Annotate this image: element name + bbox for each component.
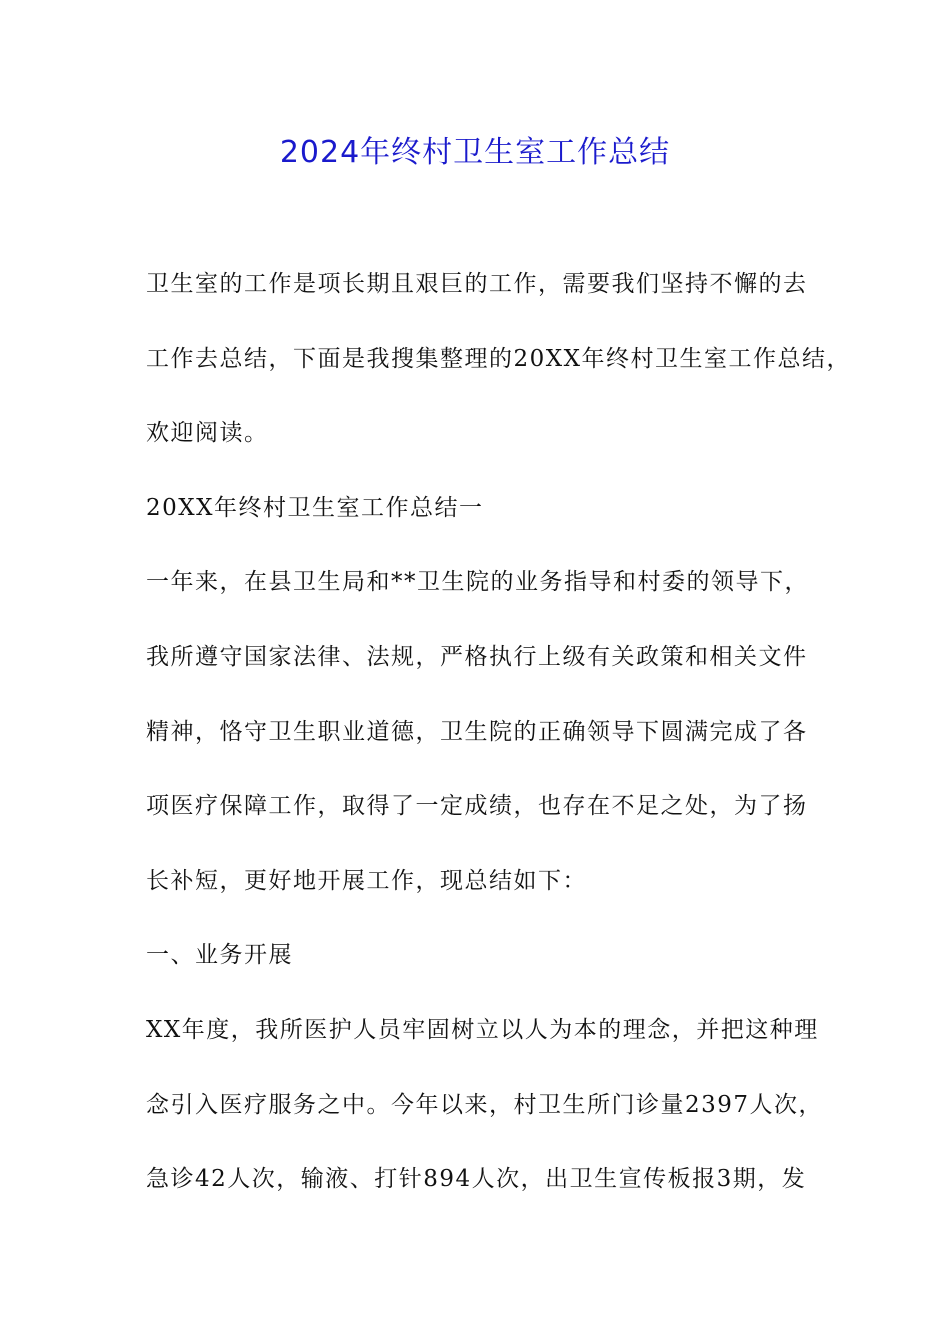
body-line: 长补短，更好地开展工作，现总结如下： — [146, 867, 587, 894]
body-line: 一年来，在县卫生局和**卫生院的业务指导和村委的领导下， — [146, 569, 809, 596]
body-line: 项医疗保障工作，取得了一定成绩，也存在不足之处，为了扬 — [146, 793, 808, 820]
subsection-heading: 一、业务开展 — [146, 942, 293, 969]
body-line: 念引入医疗服务之中。今年以来，村卫生所门诊量2397人次， — [146, 1091, 824, 1118]
body-line: XX年度，我所医护人员牢固树立以人为本的理念，并把这种理 — [146, 1016, 819, 1043]
body-line: 我所遵守国家法律、法规，严格执行上级有关政策和相关文件 — [146, 643, 808, 670]
body-line: 精神，恪守卫生职业道德，卫生院的正确领导下圆满完成了各 — [146, 718, 808, 745]
body-line: 工作去总结，下面是我搜集整理的20XX年终村卫生室工作总结， — [146, 345, 852, 372]
document-body — [146, 261, 852, 1231]
section-heading: 20XX年终村卫生室工作总结一 — [146, 494, 484, 521]
document-title: 2024年终村卫生室工作总结 — [279, 135, 671, 170]
body-line: 欢迎阅读。 — [146, 420, 269, 447]
body-line: 卫生室的工作是项长期且艰巨的工作，需要我们坚持不懈的去 — [146, 271, 808, 297]
body-line: 急诊42人次，输液、打针894人次，出卫生宣传板报3期，发 — [146, 1166, 807, 1193]
